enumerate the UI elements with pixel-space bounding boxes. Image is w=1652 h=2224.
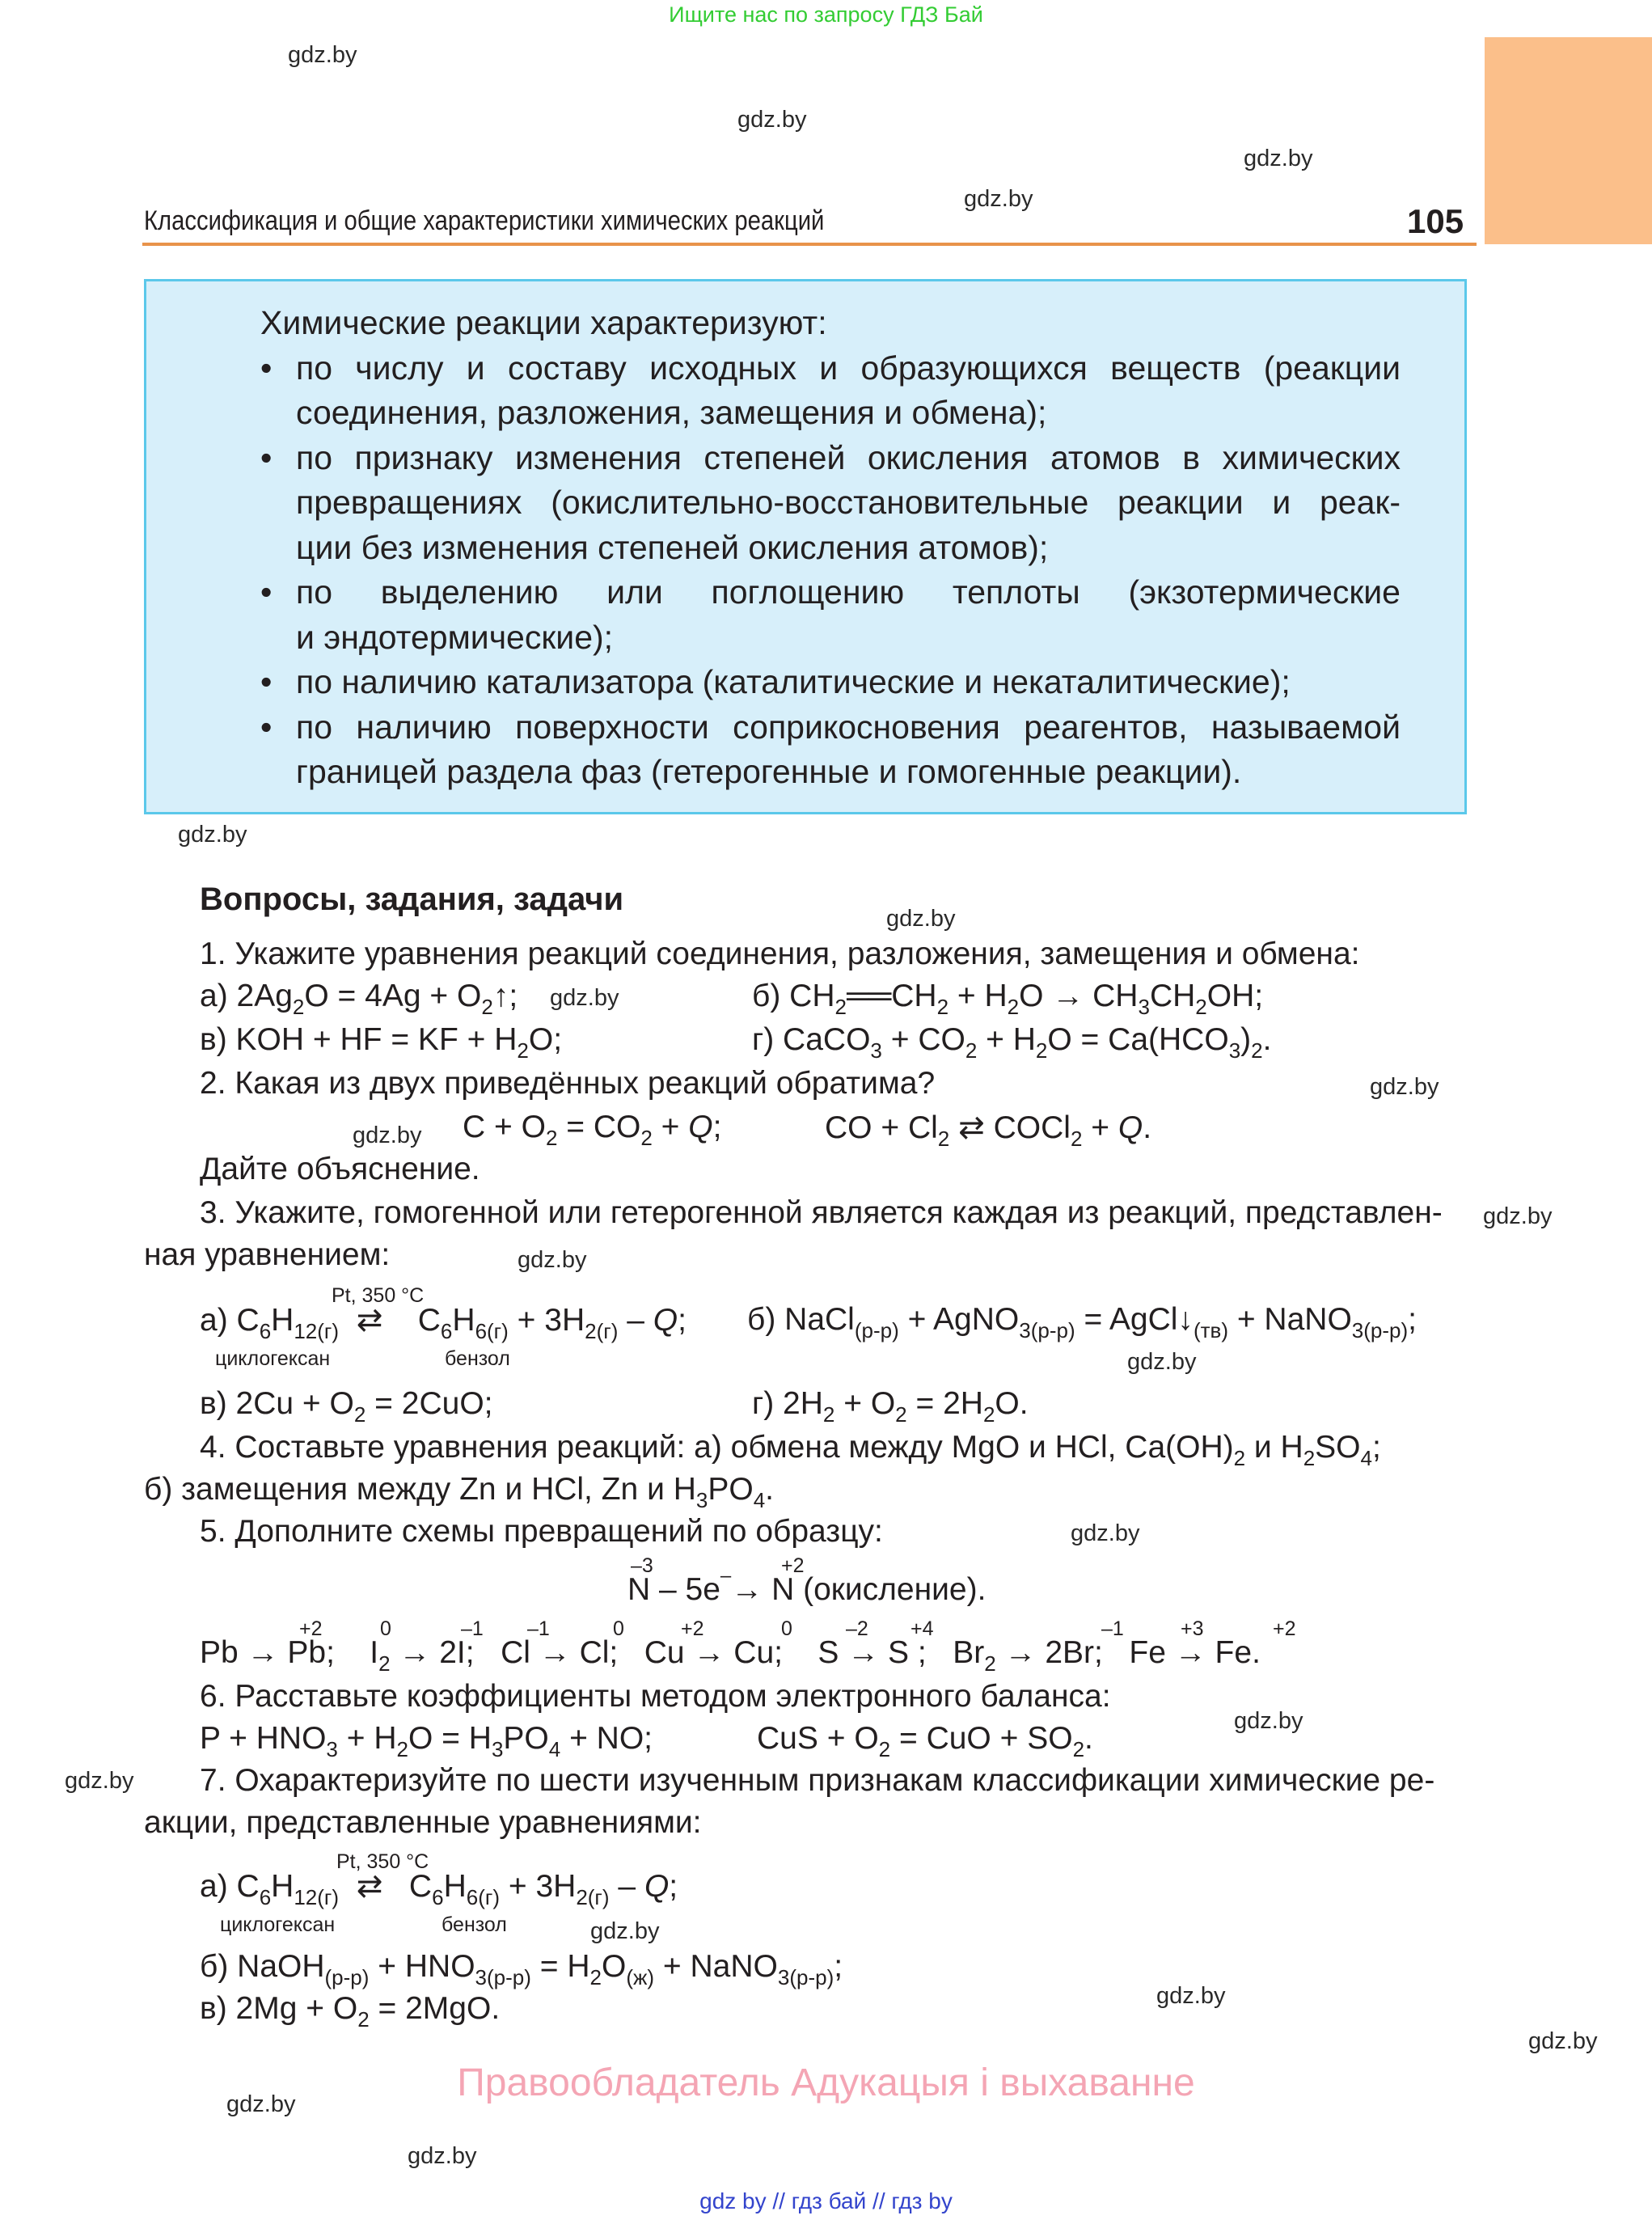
watermark: gdz.by <box>518 1247 587 1273</box>
equation-7c: в) $2Mg + O_2 = 2MgO$. <box>200 1991 501 2032</box>
equation-7a: а) $C_6H_{12(г)}$ ⇄ $C_6H_{6(г)} + 3H_{2(г)} - Q$; <box>200 1869 678 1909</box>
copyright-notice: Правообладатель Адукацыя і выхаванне <box>457 2061 1195 2104</box>
page-number: 105 <box>1407 202 1464 240</box>
ox-state: +2 <box>781 1554 805 1577</box>
equation-3c: в) $2Cu + O_2 = 2CuO$; <box>200 1386 493 1427</box>
summary-item <box>260 570 1401 660</box>
watermark: gdz.by <box>737 107 807 133</box>
equation-6a: $P + HNO_3 + H_2O = H_3PO_4$ + NO; <box>200 1721 653 1761</box>
equation-1b: б) $CH_2══CH_2 + H_2O \to CH_3CH_2OH$; <box>752 979 1264 1019</box>
ox-state: 0 <box>380 1617 391 1640</box>
example-oxidation-label: (окисление). <box>803 1572 987 1607</box>
summary-line: по наличию катализатора (каталитические и некаталитические); <box>296 663 1291 700</box>
ox-state: +3 <box>1181 1617 1204 1640</box>
summary-line: превращениях (окислительно-восстановительные реакции и реак- <box>296 484 1401 521</box>
questions-title: Вопросы, задания, задачи <box>200 882 624 917</box>
watermark: gdz.by <box>178 822 247 848</box>
watermark: gdz.by <box>226 2091 296 2117</box>
equation-2b: CO + $Cl_2$ ⇄ COCl$_2$ + Q. <box>825 1110 1152 1151</box>
equation-3a: а) $C_6H_{12(г)}$ ⇄ $C_6H_{6(г)} + 3H_{2(г)} - Q$; <box>200 1303 687 1343</box>
watermark: gdz.by <box>65 1768 134 1794</box>
watermark: gdz.by <box>1127 1349 1197 1375</box>
summary-line: по выделению или поглощению теплоты (экзотермические <box>296 573 1401 611</box>
question-4-text: 4. Составьте уравнения реакций: а) обмена между MgO и HCl, Ca(OH) <box>200 1430 1234 1465</box>
bullet: • <box>260 573 273 611</box>
ox-state: –1 <box>461 1617 484 1640</box>
question-3-cont: ная уравнением: <box>144 1237 391 1272</box>
catalyst-label: Pt, 350 °C <box>336 1850 429 1873</box>
label-cyclohexane: циклогексан <box>215 1347 331 1370</box>
summary-line: границей раздела фаз (гетерогенные и гомогенные реакции). <box>296 753 1242 790</box>
summary-line: ции без изменения степеней окисления атомов); <box>296 528 1049 566</box>
watermark: gdz.by <box>1156 1983 1226 2009</box>
ox-state: +2 <box>1273 1617 1296 1640</box>
top-banner[interactable]: Ищите нас по запросу ГДЗ Бай <box>669 2 983 27</box>
question-7: 7. Охарактеризуйте по шести изученным признакам классификации химические ре- <box>200 1763 1435 1798</box>
equation-3b: б) NaCl$_{(р-р)}$ + AgNO$_{3(р-р)}$ = $AgCl↓_{(тв)}$ + NaNO$_{3(р-р)}$; <box>747 1302 1417 1342</box>
equation-2a: $C + O_2 = CO_2 + Q$; <box>463 1110 722 1150</box>
watermark: gdz.by <box>550 985 619 1011</box>
watermark: gdz.by <box>1071 1520 1140 1546</box>
ox-state: 0 <box>613 1617 624 1640</box>
summary-item <box>260 705 1401 795</box>
bullet: • <box>260 663 273 700</box>
watermark: gdz.by <box>964 186 1033 212</box>
summary-item <box>260 660 1401 705</box>
equation-1d: г) CaCO$_3$ + $CO_2 + H_2O = Ca(HCO_3)_2$. <box>752 1022 1272 1063</box>
ox-state: –1 <box>1101 1617 1124 1640</box>
summary-text <box>260 301 1401 795</box>
equation-3d: г) $2H_2 + O_2 = 2H_2O$. <box>752 1386 1029 1427</box>
bullet: • <box>260 438 273 476</box>
label-benzene: бензол <box>445 1347 510 1370</box>
question-6: 6. Расставьте коэффициенты методом электронного баланса: <box>200 1679 1111 1714</box>
ox-state: 0 <box>781 1617 792 1640</box>
equation-6b: CuS + $O_2$ = CuO + $SO_2$. <box>757 1721 1093 1761</box>
bullet: • <box>260 708 273 746</box>
equation-1a: а) $2Ag_2O = 4Ag$ + $O_2↑$; <box>200 979 518 1019</box>
question-4: 4. Составьте уравнения реакций: а) обмена между MgO и HCl, $Ca(OH)_2$ и $H_2SO_4$; <box>200 1430 1381 1470</box>
question-2: 2. Какая из двух приведённых реакций обратима? <box>200 1066 936 1101</box>
catalyst-label: Pt, 350 °C <box>332 1284 425 1307</box>
question-5: 5. Дополните схемы превращений по образцу: <box>200 1514 883 1549</box>
watermark: gdz.by <box>288 42 357 68</box>
summary-item <box>260 436 1401 571</box>
summary-line: соединения, разложения, замещения и обмена); <box>296 394 1047 431</box>
bottom-links[interactable]: gdz by // гдз бай // гдз by <box>699 2188 953 2213</box>
summary-line: и эндотермические); <box>296 618 614 656</box>
summary-line: по признаку изменения степеней окисления атомов в химических <box>296 438 1401 476</box>
corner-color-tab <box>1485 37 1652 244</box>
watermark: gdz.by <box>1234 1708 1303 1734</box>
label-benzene: бензол <box>442 1913 507 1936</box>
ox-state: +4 <box>911 1617 934 1640</box>
watermark: gdz.by <box>1370 1074 1439 1100</box>
watermark: gdz.by <box>886 906 956 932</box>
transformation-schemes: Pb → Pb; $I_2 \to 2I$; Cl → Cl; Cu → Cu; S → S ; $Br_2 \to 2Br$; Fe → Fe. <box>200 1635 1261 1676</box>
question-4-cont-text: б) замещения между Zn и HCl, Zn и H <box>144 1472 696 1507</box>
watermark: gdz.by <box>1483 1203 1553 1229</box>
header-rule <box>142 243 1477 246</box>
watermark: gdz.by <box>1244 146 1313 171</box>
label-cyclohexane: циклогексан <box>220 1913 336 1936</box>
question-4-cont: б) замещения между Zn и HCl, Zn и $H_3PO_4$. <box>144 1472 775 1512</box>
question-2-tail: Дайте объяснение. <box>200 1152 480 1186</box>
question-1: 1. Укажите уравнения реакций соединения, разложения, замещения и обмена: <box>200 937 1360 971</box>
ox-state: –1 <box>527 1617 550 1640</box>
watermark: gdz.by <box>408 2143 477 2169</box>
ox-state: +2 <box>299 1617 323 1640</box>
ox-state: –3 <box>631 1554 653 1577</box>
summary-line: по числу и составу исходных и образующихся веществ (реакции <box>296 349 1401 387</box>
ox-state: +2 <box>681 1617 704 1640</box>
example-oxidation: N – 5e–→ N (окисление). <box>627 1565 987 1607</box>
ox-state: –2 <box>846 1617 868 1640</box>
running-title: Классификация и общие характеристики химических реакций <box>144 205 825 236</box>
question-3: 3. Укажите, гомогенной или гетерогенной является каждая из реакций, представлен- <box>200 1195 1443 1230</box>
summary-intro: Химические реакции характеризуют: <box>260 304 827 341</box>
watermark: gdz.by <box>590 1918 660 1944</box>
bullet: • <box>260 349 273 387</box>
summary-line: по наличию поверхности соприкосновения реагентов, называемой <box>296 708 1401 746</box>
watermark: gdz.by <box>1528 2028 1598 2054</box>
equation-1c: в) KOH + HF = KF + $H_2O$; <box>200 1022 563 1063</box>
equation-7b: б) NaOH$_{(р-р)}$ + $HNO_{3(р-р)} = H_2O_{(ж)}$ + NaNO$_{3(р-р)}$; <box>200 1949 843 1989</box>
watermark: gdz.by <box>353 1123 422 1148</box>
question-7-cont: акции, представленные уравнениями: <box>144 1805 702 1840</box>
summary-item <box>260 346 1401 436</box>
